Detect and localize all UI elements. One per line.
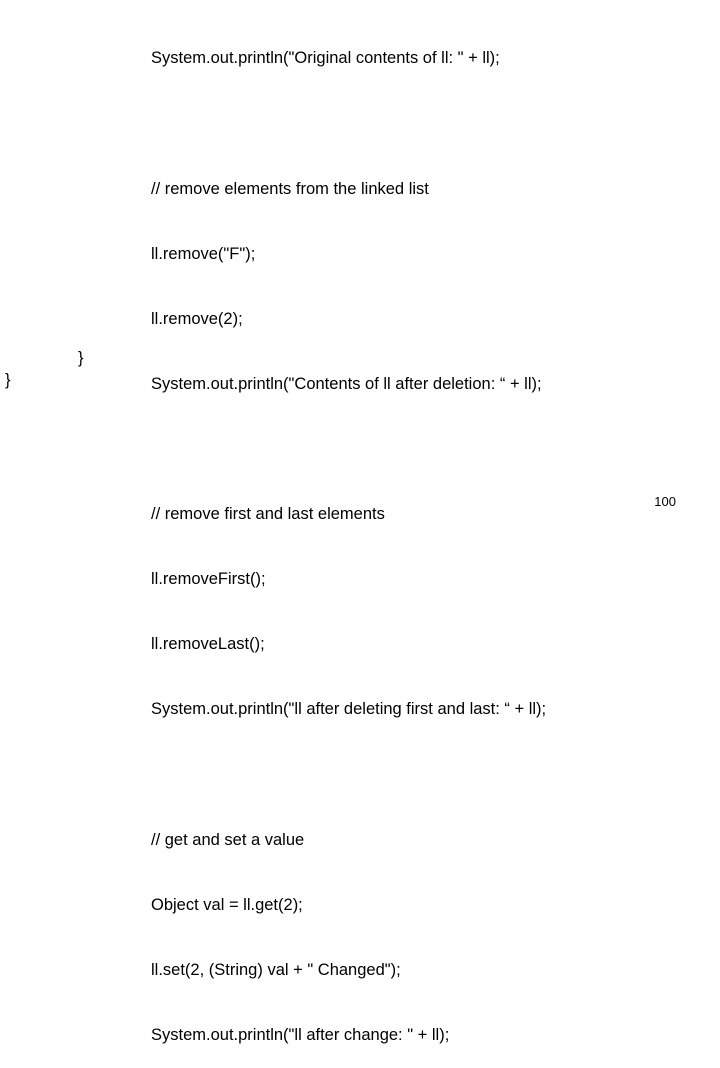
code-blank-line	[151, 114, 711, 136]
closing-brace-class: }	[5, 371, 11, 389]
code-line-remove-first: ll.removeFirst();	[151, 570, 266, 589]
code-blank-line	[151, 764, 711, 786]
code-line-print-after-first-last: System.out.println("ll after deleting first and last: “ + ll);	[151, 700, 547, 719]
code-line-print-after-deletion: System.out.println("Contents of ll after deletion: “ + ll);	[151, 374, 542, 393]
code-blank-line	[151, 439, 711, 461]
code-comment-remove-elements: // remove elements from the linked list	[151, 179, 429, 198]
code-comment-get-set: // get and set a value	[151, 830, 305, 849]
code-line-remove-index: ll.remove(2);	[151, 309, 243, 328]
code-comment-remove-first-last: // remove first and last elements	[151, 505, 385, 524]
closing-brace-method: }	[78, 349, 84, 367]
code-line-set-value: ll.set(2, (String) val + " Changed");	[151, 960, 401, 979]
code-line-get-value: Object val = ll.get(2);	[151, 895, 303, 914]
code-line-remove-f: ll.remove("F");	[151, 244, 256, 263]
code-line-remove-last: ll.removeLast();	[151, 635, 265, 654]
code-line-print-original: System.out.println("Original contents of ll: " + ll);	[151, 49, 500, 68]
code-block	[151, 5, 711, 1068]
code-line-print-after-change: System.out.println("ll after change: " + ll);	[151, 1025, 450, 1044]
page-number: 100	[654, 494, 676, 509]
